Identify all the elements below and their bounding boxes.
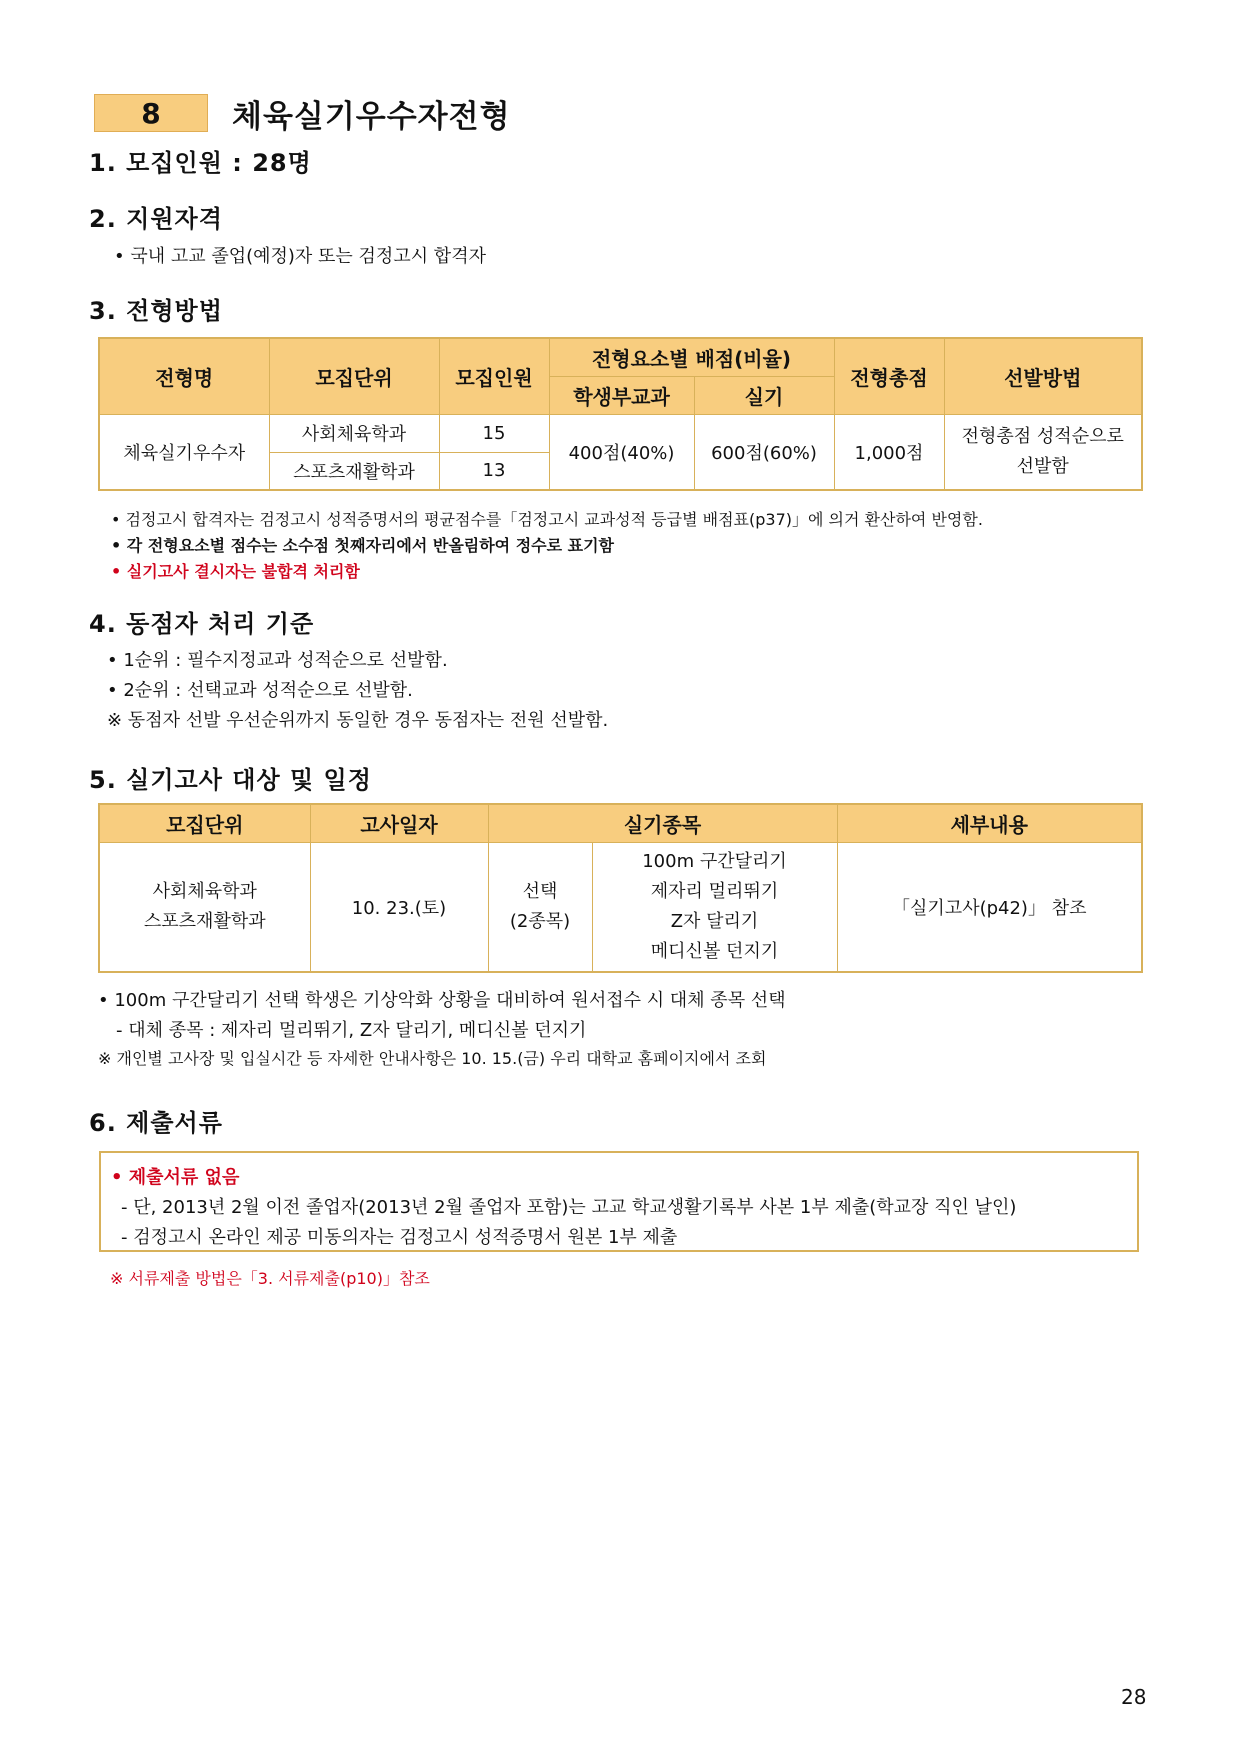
documents-item: - 검정고시 온라인 제공 미동의자는 검정고시 성적증명서 원본 1부 제출 [121, 1227, 678, 1248]
tie-rule-item: • 1순위 : 필수지정교과 성적순으로 선발함. [107, 650, 448, 671]
selection-method-table [98, 337, 1143, 491]
note-line: • 검정고시 합격자는 검정고시 성적증명서의 평균점수를「검정고시 교과성적 등급별 배점표(p37)」에 의거 환산하여 반영함. [111, 510, 983, 529]
header-unit: 모집단위 [99, 804, 310, 842]
cell-unit: 사회체육학과 [269, 414, 439, 452]
section-title-row [94, 94, 511, 135]
choice-line-1: 선택 [522, 880, 558, 902]
cell-name: 체육실기우수자 [99, 414, 269, 490]
event-item: 100m 구간달리기 [642, 850, 787, 872]
heading-recruitment-quota: 1. 모집인원 : 28명 [89, 149, 312, 177]
header-quota: 모집인원 [439, 338, 549, 414]
header-practical: 실기 [694, 376, 834, 414]
event-item: Z자 달리기 [670, 910, 759, 932]
unit-line-1: 사회체육학과 [152, 880, 257, 902]
cell-unit [99, 842, 310, 972]
cell-choice [488, 842, 592, 972]
eligibility-item: • 국내 고교 졸업(예정)자 또는 검정고시 합격자 [114, 246, 486, 267]
tie-rule-item: • 2순위 : 선택교과 성적순으로 선발함. [107, 680, 413, 701]
note-line-warning: • 실기고사 결시자는 불합격 처리함 [111, 562, 360, 581]
heading-documents: 6. 제출서류 [89, 1109, 223, 1137]
heading-tie-rules: 4. 동점자 처리 기준 [89, 610, 315, 638]
heading-selection-method: 3. 전형방법 [89, 297, 223, 325]
cell-practical: 600점(60%) [694, 414, 834, 490]
cell-unit: 스포츠재활학과 [269, 452, 439, 490]
header-events: 실기종목 [488, 804, 837, 842]
cell-date: 10. 23.(토) [310, 842, 488, 972]
method-line-2: 선발함 [1016, 455, 1069, 477]
cell-quota: 13 [439, 452, 549, 490]
cell-method [944, 414, 1142, 490]
page-number: 28 [1121, 1685, 1147, 1709]
tie-rule-note: ※ 동점자 선발 우선순위까지 동일한 경우 동점자는 전원 선발함. [107, 710, 609, 731]
unit-line-2: 스포츠재활학과 [143, 910, 266, 932]
cell-details: 「실기고사(p42)」 참조 [837, 842, 1142, 972]
heading-practical-exam: 5. 실기고사 대상 및 일정 [89, 766, 372, 794]
documents-item: - 단, 2013년 2월 이전 졸업자(2013년 2월 졸업자 포함)는 고교 학교생활기록부 사본 1부 제출(학교장 직인 날인) [121, 1197, 1017, 1218]
section-number-badge: 8 [94, 94, 208, 132]
exam-note: • 100m 구간달리기 선택 학생은 기상악화 상황을 대비하여 원서접수 시 대체 종목 선택 [98, 990, 786, 1011]
event-item: 메디신볼 던지기 [650, 940, 779, 962]
section-title: 체육실기우수자전형 [232, 98, 511, 135]
documents-note: ※ 서류제출 방법은「3. 서류제출(p10)」참조 [110, 1269, 430, 1288]
header-school-record: 학생부교과 [549, 376, 694, 414]
cell-school-record: 400점(40%) [549, 414, 694, 490]
choice-line-2: (2종목) [509, 910, 571, 932]
cell-events [592, 842, 837, 972]
cell-quota: 15 [439, 414, 549, 452]
header-name: 전형명 [99, 338, 269, 414]
header-method: 선발방법 [944, 338, 1142, 414]
header-elements: 전형요소별 배점(비율) [549, 338, 834, 376]
exam-note: ※ 개인별 고사장 및 입실시간 등 자세한 안내사항은 10. 15.(금) 우리 대학교 홈페이지에서 조회 [98, 1049, 767, 1068]
header-date: 고사일자 [310, 804, 488, 842]
note-line: • 각 전형요소별 점수는 소수점 첫째자리에서 반올림하여 정수로 표기함 [111, 536, 615, 555]
header-unit: 모집단위 [269, 338, 439, 414]
method-line-1: 전형총점 성적순으로 [961, 425, 1124, 447]
event-item: 제자리 멀리뛰기 [650, 880, 779, 902]
header-total: 전형총점 [834, 338, 944, 414]
header-details: 세부내용 [837, 804, 1142, 842]
practical-exam-table [98, 803, 1143, 973]
documents-box [99, 1151, 1139, 1252]
heading-eligibility: 2. 지원자격 [89, 205, 223, 233]
exam-note: - 대체 종목 : 제자리 멀리뛰기, Z자 달리기, 메디신볼 던지기 [116, 1020, 587, 1041]
cell-total: 1,000점 [834, 414, 944, 490]
documents-none: • 제출서류 없음 [111, 1167, 240, 1188]
